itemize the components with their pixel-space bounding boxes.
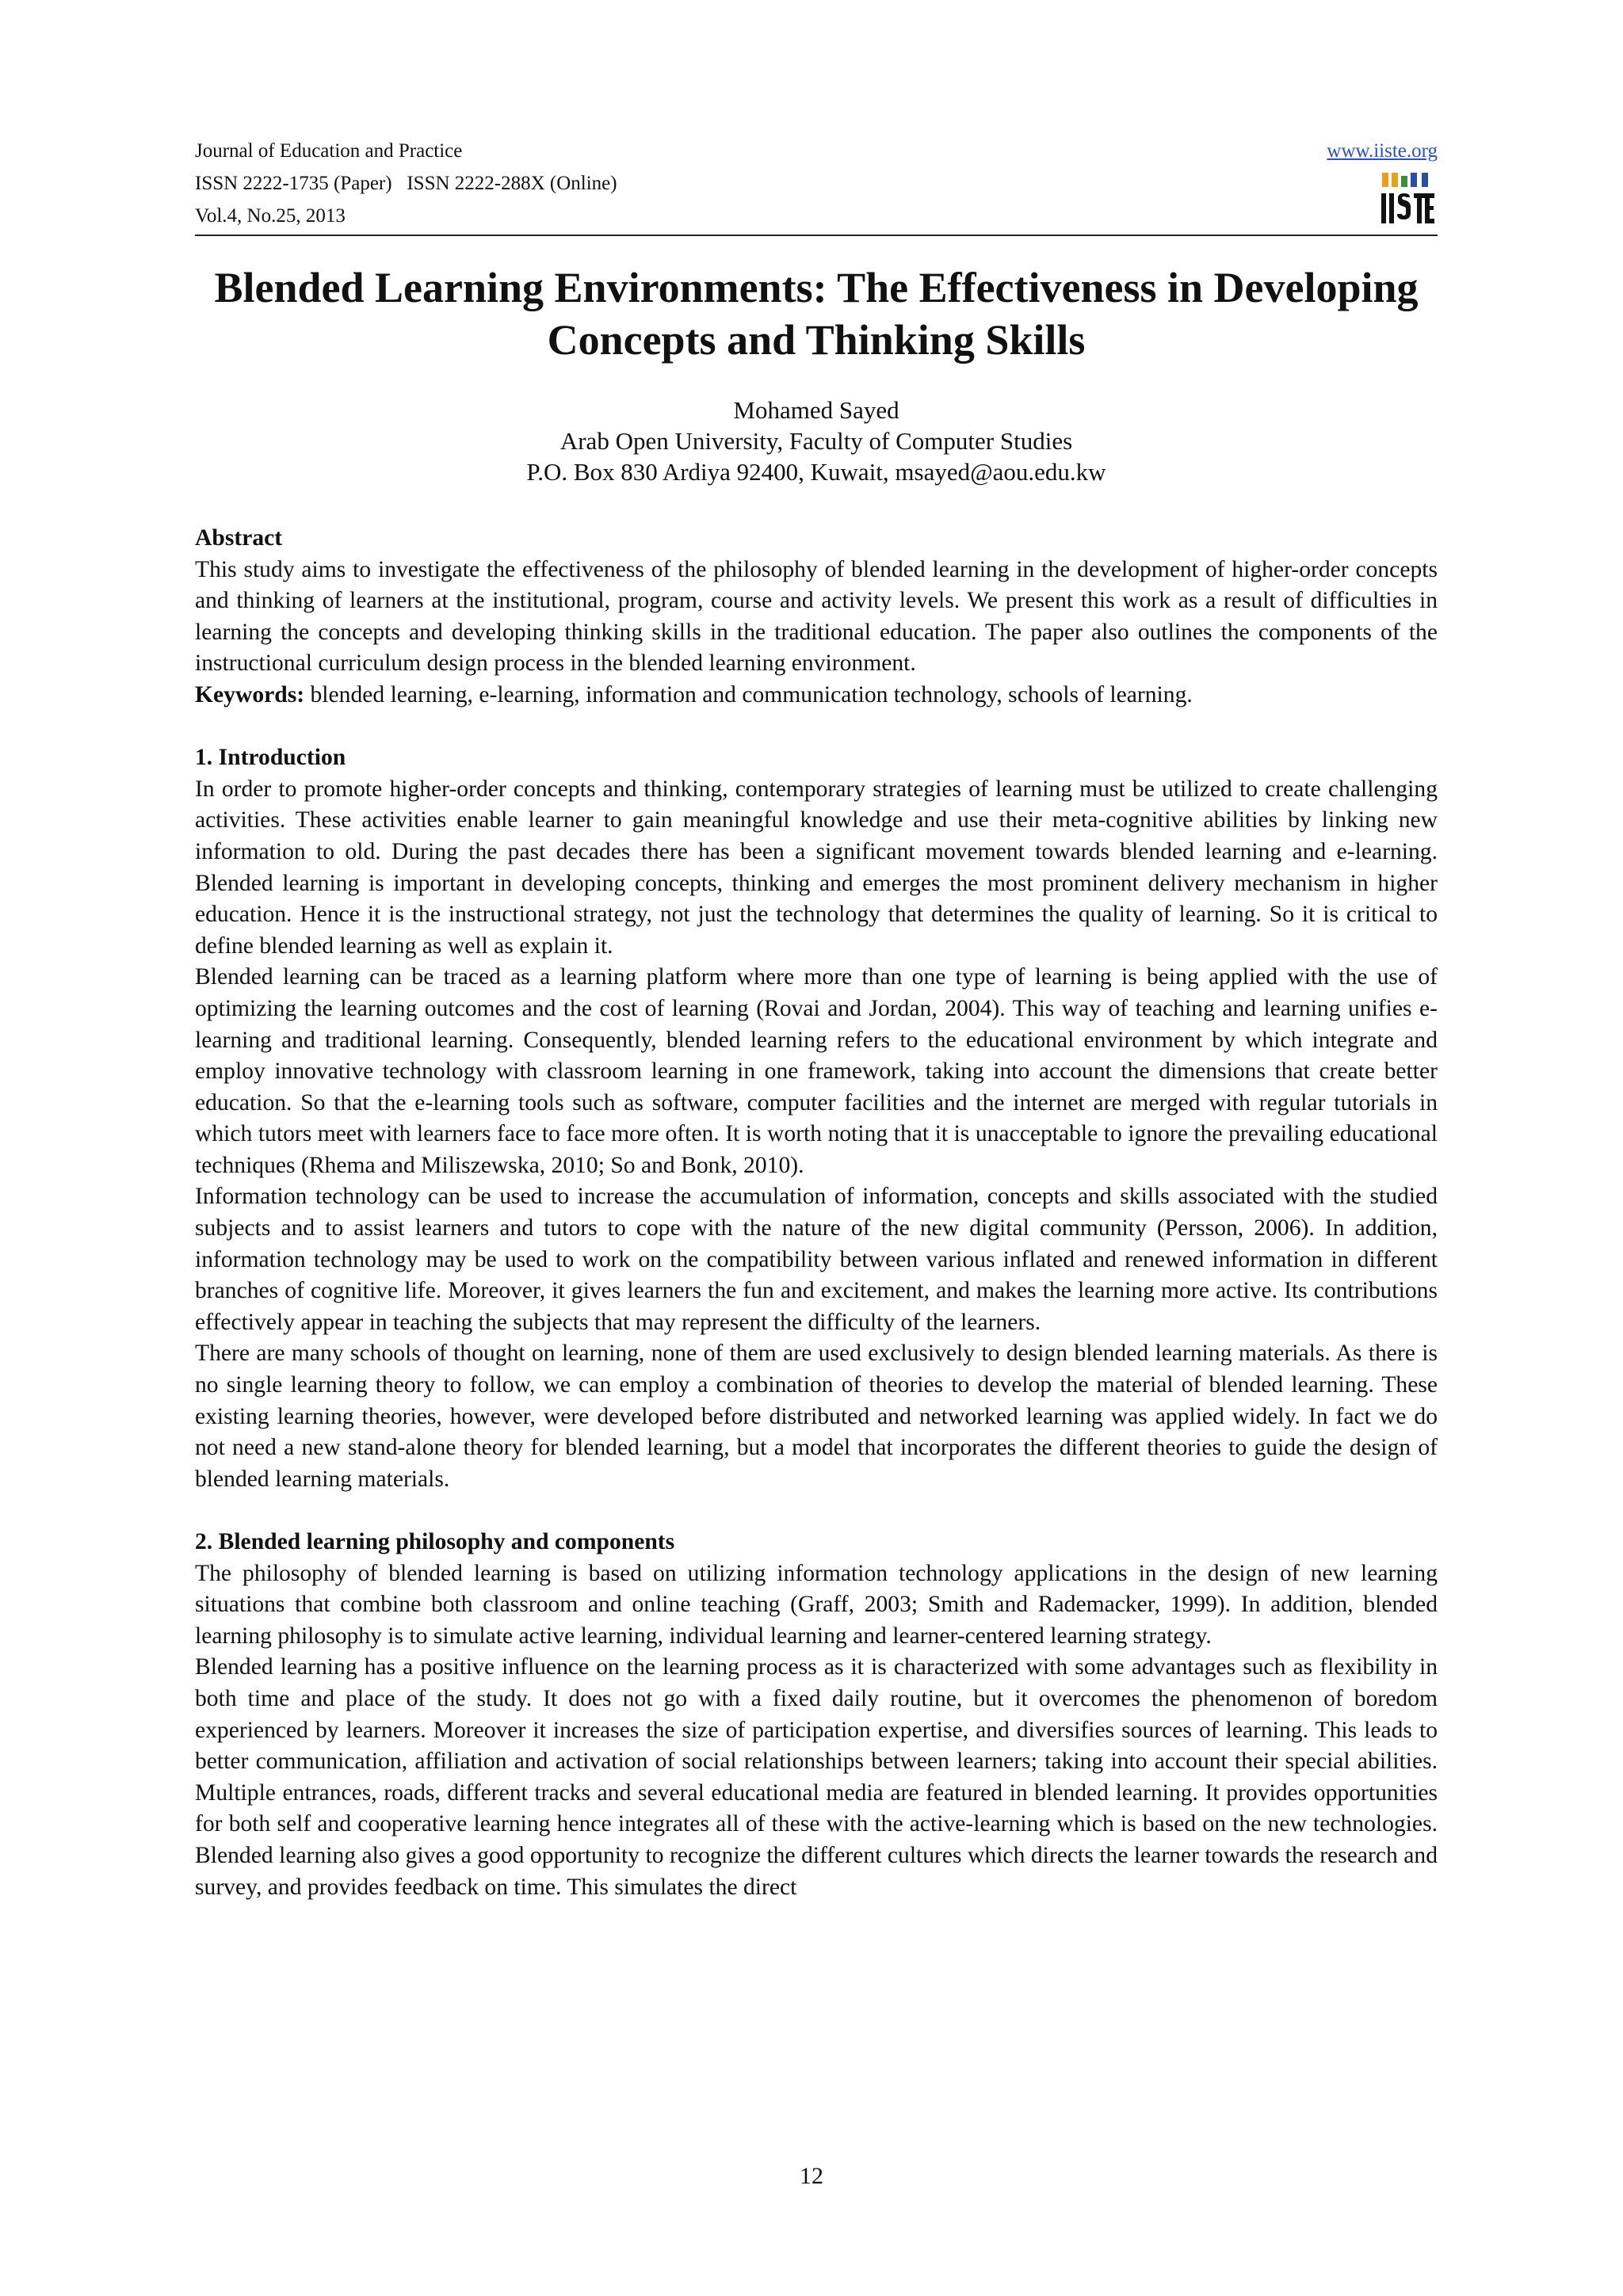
intro-paragraph-2: Blended learning can be traced as a learning platform where more than one type of learning is being applied with the use of optimizing the learning outcomes and the cost of learning (Rovai and Jordan, 2004). This way of teaching and learning unifies e-learning and traditional learning. Consequently, blended learning refers to the educational environment by which integrate and employ innovative technology with classroom learning in one framework, taking into account the dimensions that create better education. So that the e-learning tools such as software, computer facilities and the internet are merged with regular tutorials in which tutors meet with learners face to face more often. It is worth noting that it is unacceptable to ignore the prevailing educational techniques (Rhema and Miliszewska, 2010; So and Bonk, 2010).: [195, 964, 1438, 1178]
journal-volume: Vol.4, No.25, 2013: [195, 205, 346, 227]
keywords-label: Keywords:: [195, 681, 305, 707]
philosophy-paragraph-2: Blended learning has a positive influence on the learning process as it is characterized with some advantages such as flexibility in both time and place of the study. It does not go with a fixed daily routine, but it overcomes the phenomenon of boredom experienced by learners. Moreover it increases the size of participation expertise, and diversifies sources of learning. This leads to better communication, affiliation and activation of social relationships between learners; taking into account their special abilities. Multiple entrances, roads, different tracks and several educational media are featured in blended learning. It provides opportunities for both self and cooperative learning hence integrates all of these with the active-learning which is based on the new technologies. Blended learning also gives a good opportunity to recognize the different cultures which directs the learner towards the research and survey, and provides feedback on time. This simulates the direct: [195, 1654, 1438, 1900]
paper-title: [195, 261, 1438, 366]
journal-name: Journal of Education and Practice: [195, 140, 463, 162]
section-heading-introduction: 1. Introduction: [195, 745, 346, 771]
paper-title-line-2: Concepts and Thinking Skills: [547, 316, 1086, 364]
abstract-text: This study aims to investigate the effectiveness of the philosophy of blended learning in the development of higher-order concepts and thinking of learners at the institutional, program, course and activity levels. We present this work as a result of difficulties in learning the concepts and developing thinking skills in the traditional education. The paper also outlines the components of the instructional curriculum design process in the blended learning environment.: [195, 556, 1438, 677]
author-affiliation: Arab Open University, Faculty of Computer Studies: [559, 427, 1073, 455]
journal-header: [195, 135, 1438, 232]
paper-title-line-1: Blended Learning Environments: The Effectiveness in Developing: [214, 264, 1419, 311]
section-heading-philosophy: 2. Blended learning philosophy and components: [195, 1529, 675, 1554]
keywords: [195, 680, 1438, 711]
journal-url-link[interactable]: www.iiste.org: [1327, 140, 1438, 162]
intro-paragraph-3: Information technology can be used to increase the accumulation of information, concepts and skills associated with the studied subjects and to assist learners and tutors to cope with the nature of the new digital community (Persson, 2006). In addition, information technology may be used to work on the compatibility between various inflated and renewed information in different branches of cognitive life. Moreover, it gives learners the fun and excitement, and makes the learning more active. Its contributions effectively appear in teaching the subjects that may represent the difficulty of the learners.: [195, 1184, 1438, 1335]
header-divider: [195, 235, 1438, 236]
page-number: 12: [800, 2163, 823, 2189]
keywords-text: blended learning, e-learning, information and communication technology, schools of learning.: [304, 681, 1193, 707]
author-block: [195, 395, 1438, 487]
journal-issn: ISSN 2222-1735 (Paper) ISSN 2222-288X (Online): [195, 173, 617, 194]
author-name: Mohamed Sayed: [733, 396, 899, 424]
iiste-logo: [1379, 171, 1436, 227]
intro-paragraph-4: There are many schools of thought on learning, none of them are used exclusively to design blended learning materials. As there is no single learning theory to follow, we can employ a combination of theories to develop the material of blended learning. These existing learning theories, however, were developed before distributed and networked learning was applied widely. In fact we do not need a new stand-alone theory for blended learning, but a model that incorporates the different theories to guide the design of blended learning materials.: [195, 1341, 1438, 1492]
intro-paragraph-1: In order to promote higher-order concepts and thinking, contemporary strategies of learning must be utilized to create challenging activities. These activities enable learner to gain meaningful knowledge and use their meta-cognitive abilities by linking new information to old. During the past decades there has been a significant movement towards blended learning and e-learning. Blended learning is important in developing concepts, thinking and emerges the most prominent delivery mechanism in higher education. Hence it is the instructional strategy, not just the technology that determines the quality of learning. So it is critical to define blended learning as well as explain it.: [195, 776, 1438, 959]
paper-body: [195, 523, 1438, 1903]
abstract-heading: Abstract: [195, 525, 283, 551]
philosophy-paragraph-1: The philosophy of blended learning is based on utilizing information technology applications in the design of new learning situations that combine both classroom and online teaching (Graff, 2003; Smith and Rademacker, 1999). In addition, blended learning philosophy is to simulate active learning, individual learning and learner-centered learning strategy.: [195, 1560, 1438, 1649]
author-address: P.O. Box 830 Ardiya 92400, Kuwait, msayed@aou.edu.kw: [526, 458, 1106, 486]
